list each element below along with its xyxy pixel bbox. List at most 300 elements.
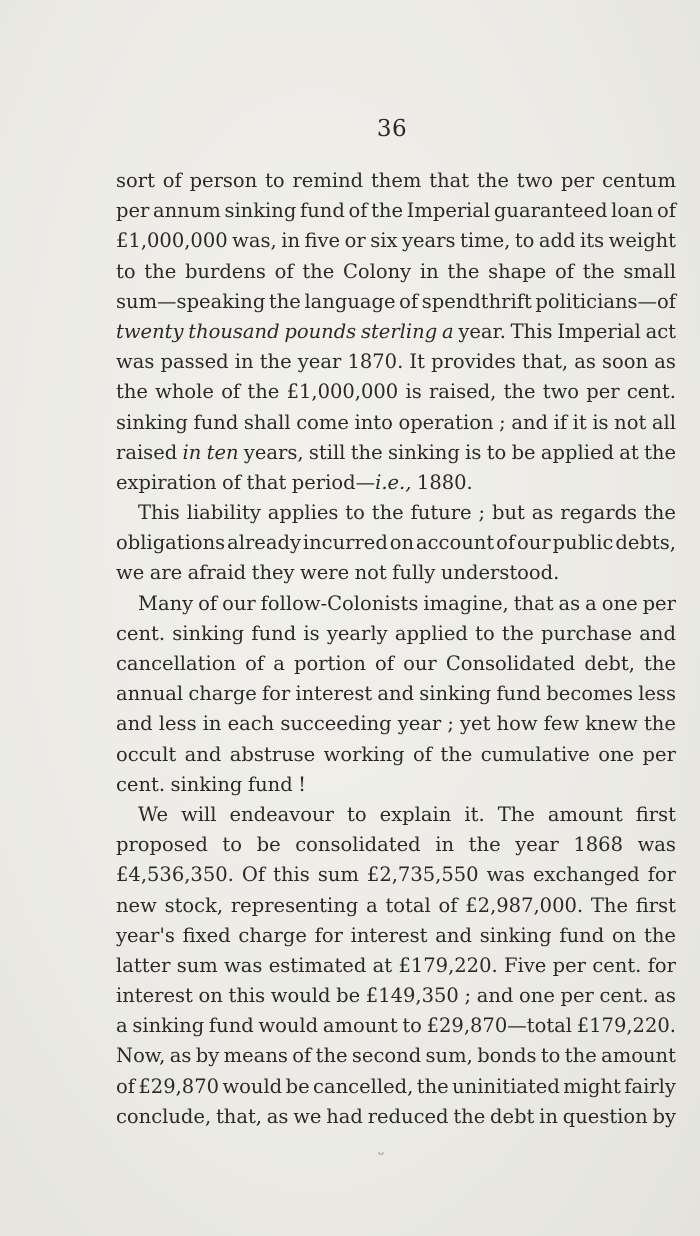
word: amount: [601, 1044, 676, 1068]
word: cent.: [116, 621, 166, 645]
word: that: [513, 591, 554, 615]
word: fund: [559, 923, 605, 947]
word: was: [637, 833, 676, 857]
word: fund: [193, 410, 239, 434]
word: was,: [232, 229, 277, 253]
word: Imperial: [406, 199, 491, 223]
word: the: [501, 621, 534, 645]
word: it.: [464, 802, 485, 826]
word: one: [598, 742, 635, 766]
word: and: [476, 984, 514, 1008]
word: the: [468, 833, 501, 857]
word: account: [416, 531, 495, 555]
word: £179,220.: [576, 1014, 676, 1038]
word: into: [354, 410, 393, 434]
word: one: [519, 984, 555, 1008]
text-line: [116, 921, 676, 951]
word: £1,000,000: [286, 380, 399, 404]
word: knew: [585, 712, 638, 736]
word: our: [516, 531, 551, 555]
word: interest: [295, 682, 373, 706]
word: by: [195, 1044, 220, 1068]
word: stock,: [164, 893, 224, 917]
word: ;: [447, 712, 454, 736]
word: and: [184, 742, 222, 766]
word: uninitiated: [452, 1074, 560, 1098]
word: means: [223, 1044, 288, 1068]
word: to: [540, 1044, 561, 1068]
word: five: [304, 229, 341, 253]
word: not: [354, 561, 387, 585]
word: of: [274, 259, 294, 283]
word: per: [116, 199, 150, 223]
text-line-content: [116, 1072, 676, 1102]
word: £1,000,000: [116, 229, 228, 253]
word: the: [350, 440, 383, 464]
word: they: [251, 561, 295, 585]
word: debt: [490, 1104, 535, 1128]
word: sinking: [116, 410, 188, 434]
text-line: [116, 1011, 676, 1041]
word: This: [510, 319, 553, 343]
word: for: [647, 953, 676, 977]
word: in: [281, 229, 301, 253]
word: Imperial: [557, 319, 641, 343]
word: of: [198, 591, 218, 615]
word: to: [346, 802, 367, 826]
word: applied: [540, 440, 614, 464]
word: would: [270, 984, 331, 1008]
word: on: [389, 531, 415, 555]
word: the: [116, 380, 148, 404]
word: for: [314, 923, 343, 947]
word: endeavour: [229, 802, 334, 826]
word: the: [416, 1074, 449, 1098]
word: of: [162, 169, 182, 192]
word: that: [429, 169, 470, 192]
text-line-content: [116, 1011, 676, 1041]
word: the: [259, 350, 292, 374]
text-line-content: [116, 1041, 676, 1071]
word: few: [543, 712, 580, 736]
word: and: [377, 682, 415, 706]
word: consolidated: [295, 833, 421, 857]
text-line: [116, 619, 676, 649]
text-line-content: [116, 649, 676, 679]
text-line: [116, 830, 676, 860]
word: sinking: [224, 199, 297, 223]
word: incurred: [302, 531, 388, 555]
word: all: [651, 410, 676, 434]
word: 1868: [573, 833, 623, 857]
word: loan: [611, 199, 654, 223]
word: The: [497, 802, 535, 826]
text-line: [116, 166, 676, 196]
text-line-content: [116, 951, 676, 981]
text-line: [116, 951, 676, 981]
word: would: [222, 1074, 283, 1098]
word: be: [511, 440, 536, 464]
word: abstruse: [229, 742, 316, 766]
word: years,: [243, 440, 304, 464]
text-line-content: [138, 800, 676, 830]
word: second: [351, 1044, 422, 1068]
word: sum: [317, 863, 359, 887]
word: sinking: [170, 772, 243, 796]
word: fund: [247, 772, 293, 796]
word: whole: [155, 380, 214, 404]
word: at: [372, 953, 393, 977]
word: this: [228, 984, 266, 1008]
text-line-content: [138, 589, 676, 619]
text-line-content: [116, 981, 676, 1011]
word: were: [300, 561, 350, 585]
word: the: [144, 259, 177, 283]
word: the: [440, 742, 473, 766]
word: as: [654, 984, 676, 1008]
word: that: [246, 470, 287, 494]
word: !: [298, 772, 306, 796]
word: applied: [394, 621, 468, 645]
word: and: [116, 712, 153, 736]
word: interest: [116, 984, 193, 1008]
word: Now,: [116, 1044, 166, 1068]
word: ;: [478, 501, 486, 525]
word: the: [582, 259, 615, 283]
word: for: [647, 863, 676, 887]
text-line: [116, 498, 676, 528]
text-line-content: [116, 196, 676, 226]
word: to: [345, 501, 365, 525]
word: and: [435, 923, 472, 947]
word: reduced: [367, 1104, 449, 1128]
text-line-content: [116, 679, 676, 709]
word: Consolidated: [445, 652, 576, 675]
word: shape: [488, 259, 547, 283]
word: come: [296, 410, 349, 434]
word: interest: [350, 923, 428, 947]
text-line: [116, 860, 676, 890]
text-line-content: [116, 770, 311, 800]
word: year.: [458, 319, 506, 343]
text-line: [116, 1072, 676, 1102]
word: follow-Colonists: [260, 591, 419, 615]
word: act: [645, 319, 676, 343]
word: The: [590, 893, 628, 917]
word: language: [304, 289, 396, 313]
word: if: [553, 410, 568, 434]
text-line: [116, 1102, 676, 1132]
word: working: [323, 742, 405, 766]
word: on: [611, 923, 637, 947]
word: fairly: [624, 1074, 676, 1098]
text-line: [116, 347, 676, 377]
ink-mark-icon: ᴗ: [378, 1147, 385, 1158]
text-line: [116, 377, 676, 407]
word: the: [371, 501, 404, 525]
word: each: [227, 712, 275, 736]
word: be: [285, 1074, 310, 1098]
word: is: [465, 440, 482, 464]
word: sinking: [387, 440, 460, 464]
word: Many: [138, 591, 194, 615]
word: our: [222, 591, 256, 615]
word: annual: [116, 682, 184, 706]
text-line-content: [116, 1102, 676, 1132]
word: cent.: [599, 984, 649, 1008]
text-line: [116, 800, 676, 830]
word: £149,350: [365, 984, 459, 1008]
word: cent.: [592, 953, 642, 977]
text-line: [116, 740, 676, 770]
word: period—i.e.,: [291, 470, 412, 494]
word: per: [642, 742, 676, 766]
text-line-content: [116, 709, 676, 739]
text-line: [116, 287, 676, 317]
word: to: [265, 169, 285, 192]
word: per: [560, 984, 594, 1008]
word: Five: [504, 953, 547, 977]
word: This: [138, 501, 180, 525]
text-line: [116, 891, 676, 921]
word: in: [419, 259, 439, 283]
word: soon: [602, 350, 649, 374]
word: of: [348, 199, 368, 223]
word: per: [560, 169, 595, 192]
word: Colony: [342, 259, 412, 283]
word: had: [326, 1104, 363, 1128]
word: thousand: [188, 319, 280, 343]
word: still: [308, 440, 346, 464]
text-line: [116, 468, 676, 498]
word: representing: [230, 893, 359, 917]
word: new: [116, 893, 157, 917]
text-line-content: [116, 438, 676, 468]
word: but: [491, 501, 525, 525]
word: purchase: [541, 621, 633, 645]
word: sum—speaking: [116, 289, 266, 313]
word: would: [258, 1014, 319, 1038]
word: sum,: [425, 1044, 473, 1068]
word: that,: [522, 350, 569, 374]
word: latter: [116, 953, 171, 977]
word: obligations: [116, 531, 226, 555]
word: small: [623, 259, 676, 283]
word: ten: [206, 440, 239, 464]
word: the: [268, 289, 301, 313]
word: them: [370, 169, 422, 192]
word: first: [635, 893, 676, 917]
word: of: [496, 531, 516, 555]
word: the: [315, 1044, 348, 1068]
word: the: [476, 169, 509, 192]
word: Of: [241, 863, 266, 887]
word: might: [563, 1074, 621, 1098]
word: portion: [293, 652, 366, 675]
word: of: [292, 1044, 312, 1068]
word: annum: [153, 199, 221, 223]
text-line: [116, 257, 676, 287]
word: was: [116, 350, 155, 374]
word: amount: [322, 1014, 398, 1038]
word: liability: [186, 501, 261, 525]
word: burdens: [184, 259, 266, 283]
word: the: [644, 652, 676, 675]
text-line-content: [116, 468, 478, 498]
word: or: [344, 229, 366, 253]
word: to: [514, 229, 535, 253]
word: to: [222, 833, 242, 857]
text-line: [116, 649, 676, 679]
word: £179,220.: [398, 953, 498, 977]
word: a: [366, 893, 378, 917]
word: the: [453, 1104, 486, 1128]
word: provides: [431, 350, 516, 374]
word: of: [222, 470, 241, 494]
word: raised: [116, 440, 178, 464]
word: afraid: [187, 561, 247, 585]
word: of: [412, 742, 432, 766]
text-line: [116, 226, 676, 256]
word: sinking: [479, 923, 552, 947]
text-line-content: [116, 377, 676, 407]
word: in: [435, 833, 455, 857]
text-line-content: [116, 166, 676, 196]
word: per: [552, 953, 586, 977]
word: passed: [160, 350, 229, 374]
word: politicians—of: [535, 289, 676, 313]
text-line: [116, 1041, 676, 1071]
word: was: [224, 953, 263, 977]
text-line: [116, 679, 676, 709]
word: pounds: [284, 319, 357, 343]
text-line-content: [116, 226, 676, 256]
word: cent.: [116, 772, 166, 796]
text-line: [116, 196, 676, 226]
word: sinking: [419, 682, 492, 706]
word: proposed: [116, 833, 208, 857]
word: year's: [116, 923, 175, 947]
word: year: [297, 350, 342, 374]
word: exchanged: [532, 863, 640, 887]
word: the: [644, 440, 676, 464]
text-line-content: [116, 287, 676, 317]
word: as: [531, 501, 554, 525]
word: operation: [398, 410, 494, 434]
word: are: [149, 561, 183, 585]
word: by: [652, 1104, 676, 1128]
word: a: [441, 319, 454, 343]
word: at: [619, 440, 639, 464]
word: cancellation: [116, 652, 237, 675]
text-line: [116, 589, 676, 619]
word: to: [116, 259, 136, 283]
word: person: [189, 169, 258, 192]
word: conclude,: [116, 1104, 212, 1128]
word: the: [564, 1044, 597, 1068]
word: imagine,: [423, 591, 509, 615]
word: in: [539, 1104, 558, 1128]
word: we: [293, 1104, 322, 1128]
word: sort: [116, 169, 155, 192]
word: to: [402, 1014, 422, 1038]
word: £2,735,550: [366, 863, 479, 887]
word: two: [516, 169, 554, 192]
word: public: [552, 531, 614, 555]
word: years: [401, 229, 456, 253]
word: occult: [116, 742, 177, 766]
word: yet: [460, 712, 491, 736]
word: £29,870—total: [426, 1014, 573, 1038]
word: of: [656, 199, 676, 223]
word: understood.: [440, 561, 560, 585]
word: regards: [560, 501, 638, 525]
text-line-content: [116, 317, 676, 347]
word: the: [371, 199, 403, 223]
text-line-content: [138, 498, 676, 528]
word: £2,987,000.: [465, 893, 584, 917]
text-line-content: [116, 860, 676, 890]
word: add: [538, 229, 576, 253]
word: future: [410, 501, 472, 525]
word: six: [370, 229, 398, 253]
word: the: [503, 380, 536, 404]
word: explain: [379, 802, 452, 826]
word: fund: [251, 621, 297, 645]
word: centum: [602, 169, 676, 192]
text-line: [116, 558, 676, 588]
body-text: [116, 166, 676, 1132]
word: sinking: [172, 621, 245, 645]
word: of: [555, 259, 574, 283]
text-line-content: [116, 619, 676, 649]
word: fund: [208, 1014, 254, 1038]
word: per: [586, 380, 620, 404]
word: £4,536,350.: [116, 863, 234, 887]
word: of: [399, 289, 419, 313]
text-line-content: [116, 740, 676, 770]
word: ;: [464, 984, 472, 1008]
word: per: [642, 591, 676, 615]
word: yearly: [326, 621, 388, 645]
word: a: [585, 591, 597, 615]
word: be: [336, 984, 361, 1008]
word: how: [496, 712, 538, 736]
word: as: [558, 591, 581, 615]
word: is: [592, 410, 609, 434]
word: bonds: [477, 1044, 537, 1068]
word: is: [405, 380, 422, 404]
word: 1870.: [347, 350, 404, 374]
word: twenty: [116, 319, 184, 343]
word: fully: [392, 561, 436, 585]
word: of: [438, 893, 458, 917]
word: debt,: [584, 652, 635, 675]
word: raised,: [428, 380, 497, 404]
word: amount: [547, 802, 623, 826]
word: applies: [267, 501, 339, 525]
word: as: [266, 1104, 289, 1128]
text-line-content: [116, 347, 676, 377]
text-line-content: [116, 528, 676, 558]
text-line: [116, 408, 676, 438]
word: weight: [608, 229, 676, 253]
word: on: [198, 984, 223, 1008]
text-line-content: [116, 558, 565, 588]
word: debts,: [615, 531, 676, 555]
word: We: [138, 802, 168, 826]
word: sterling: [360, 319, 438, 343]
